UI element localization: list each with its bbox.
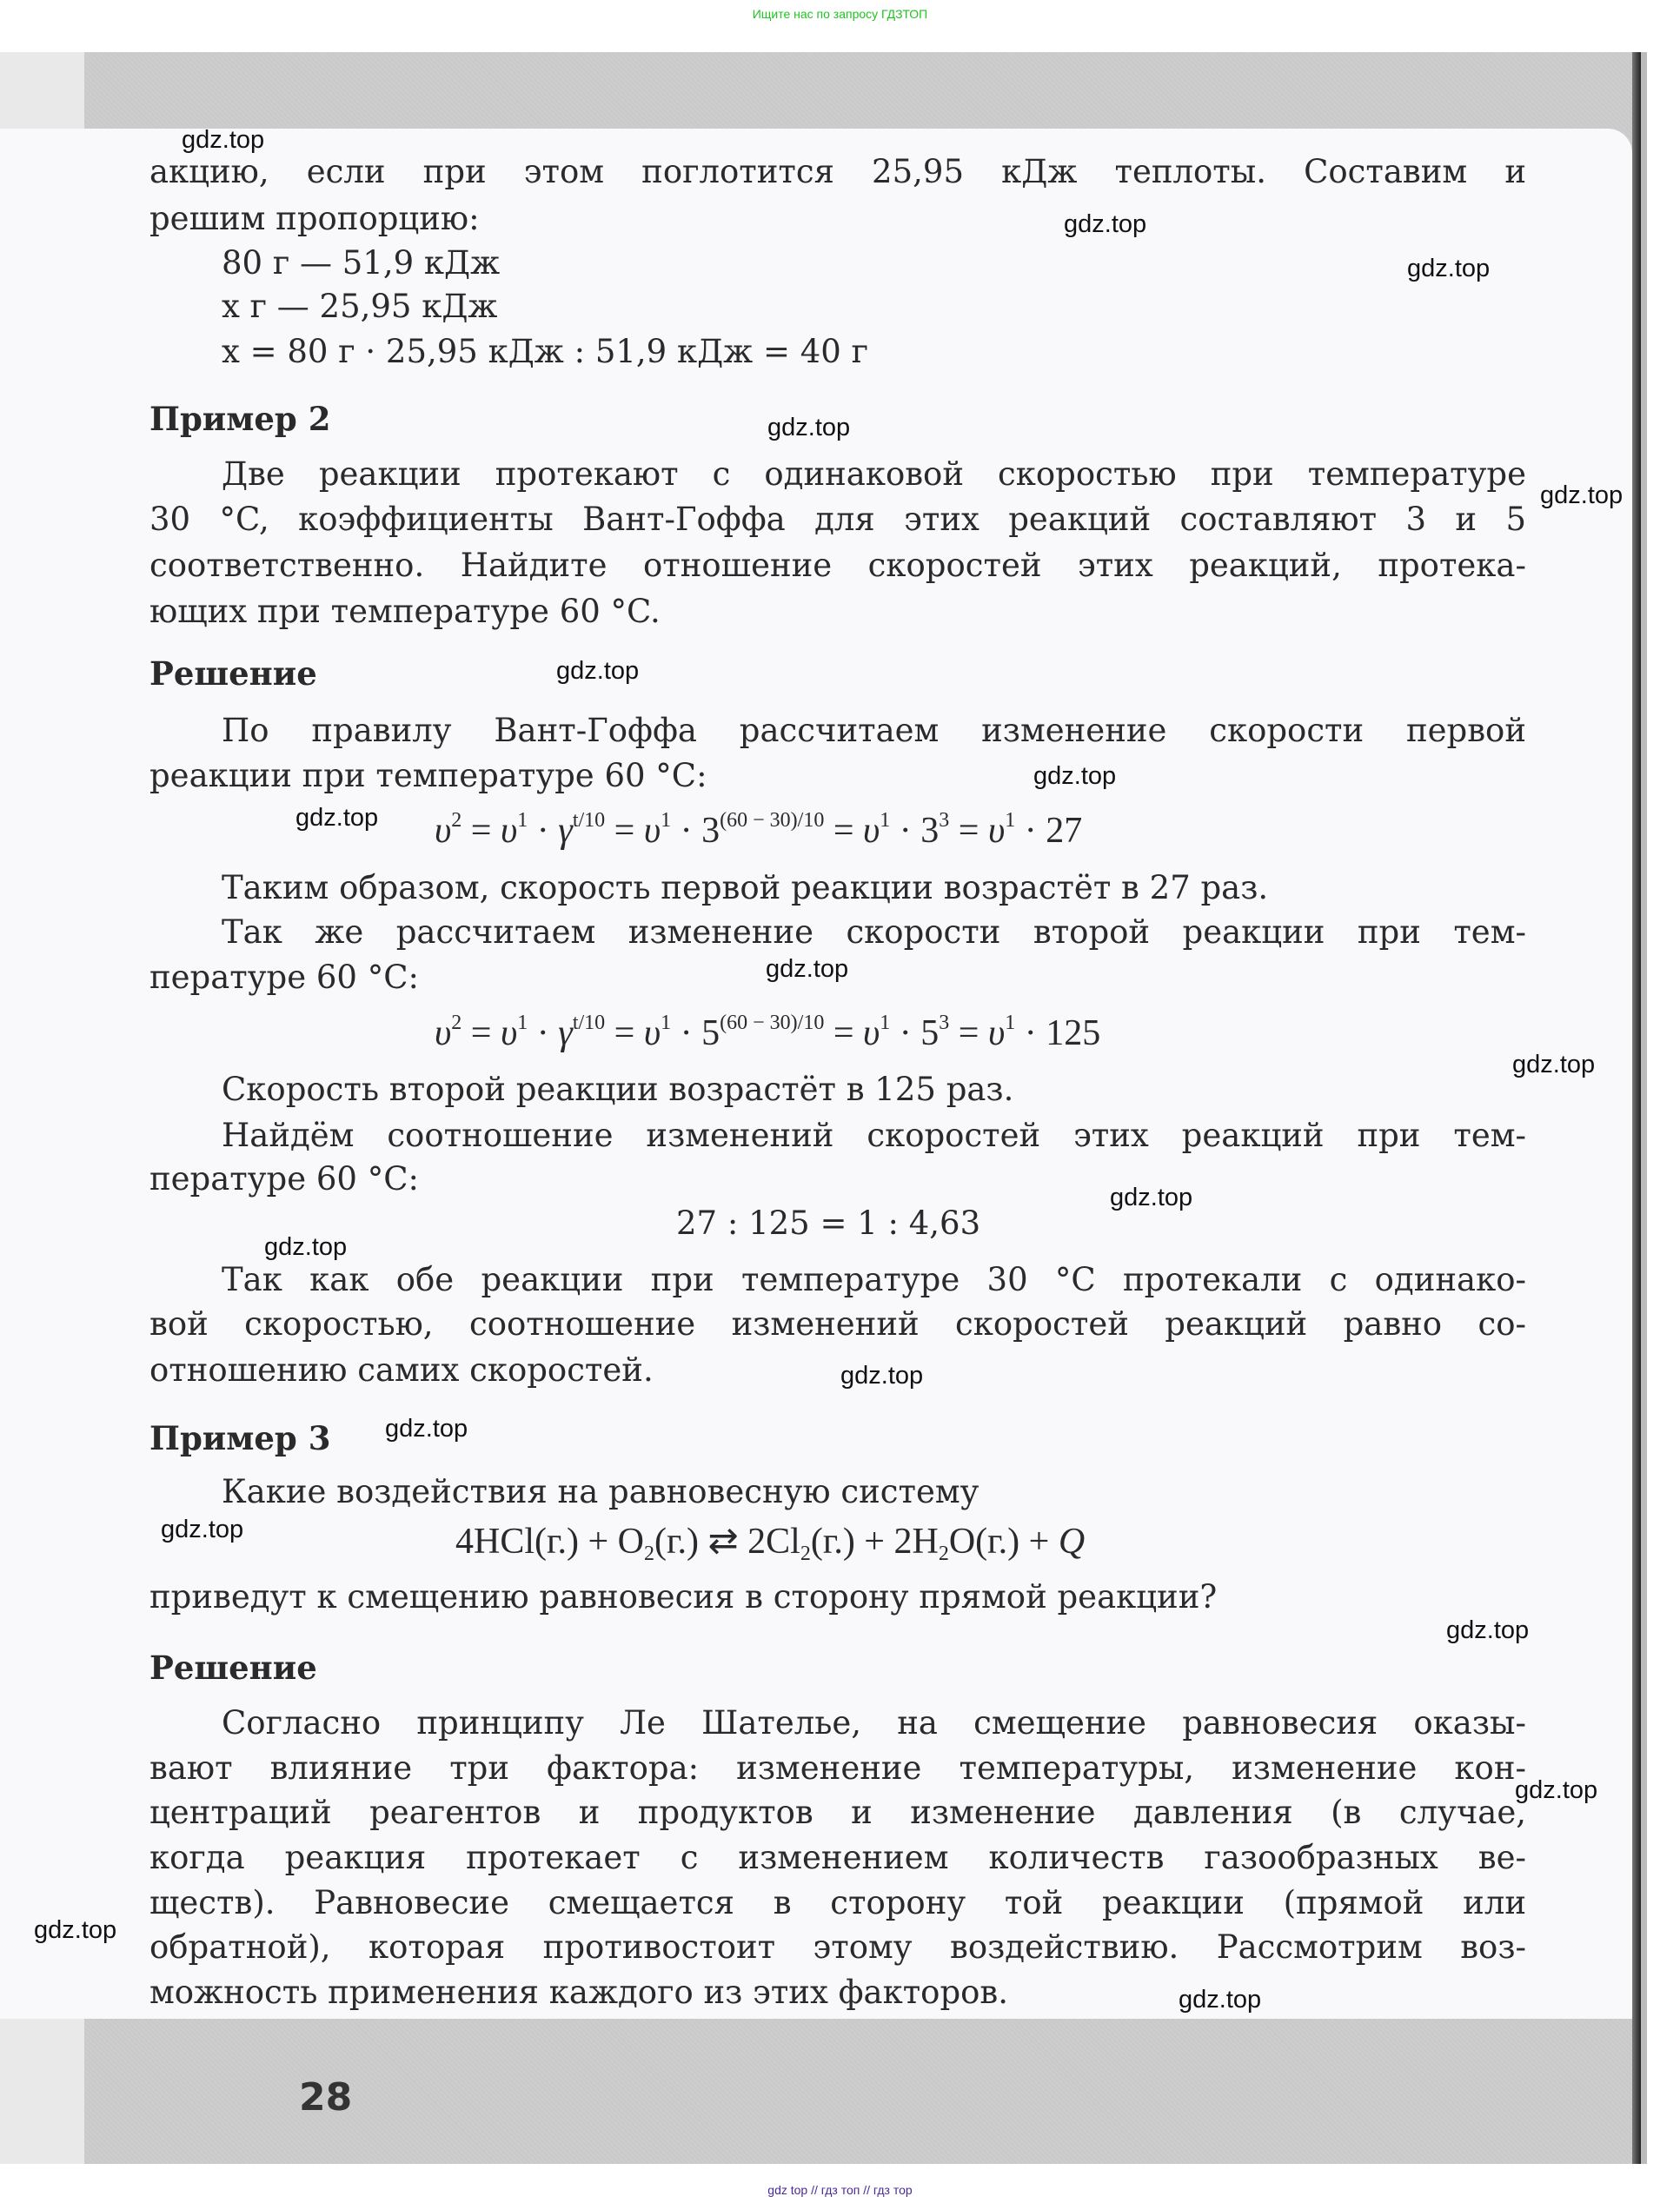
formula-superscript: 1 bbox=[880, 1012, 891, 1034]
formula-subscript: 2 bbox=[800, 1543, 811, 1565]
proportion-line: 80 г — 51,9 кДж bbox=[222, 244, 501, 282]
watermark: gdz.top bbox=[385, 1415, 468, 1443]
formula-term: (г.) ⇄ 2Cl bbox=[654, 1522, 800, 1562]
watermark: gdz.top bbox=[556, 657, 640, 685]
formula-term: · 3 bbox=[671, 811, 720, 851]
formula-term: υ bbox=[863, 811, 880, 851]
formula-term: υ bbox=[643, 811, 661, 851]
formula-term: = bbox=[824, 811, 863, 851]
example-heading: Пример 3 bbox=[149, 1419, 331, 1457]
formula-superscript: 3 bbox=[939, 809, 950, 832]
text-line: Скорость второй реакции возрастёт в 125 раз. bbox=[222, 1071, 1014, 1108]
page-number: 28 bbox=[299, 2075, 353, 2120]
formula-superscript: t/10 bbox=[572, 1012, 606, 1034]
formula-subscript: 2 bbox=[644, 1543, 654, 1565]
formula-term: = bbox=[605, 811, 644, 851]
text-line: По правилу Вант-Гоффа рассчитаем изменение скорости первой bbox=[222, 712, 1526, 749]
text-line: пературе 60 °C: bbox=[149, 959, 420, 996]
formula-term: υ bbox=[987, 1013, 1006, 1053]
text-line: центраций реагентов и продуктов и изменение давления (в случае, bbox=[149, 1794, 1526, 1831]
text-line: соответственно. Найдите отношение скоростей этих реакций, протека- bbox=[149, 547, 1526, 584]
formula-superscript: 1 bbox=[661, 1012, 672, 1034]
formula-term: · bbox=[528, 1013, 559, 1053]
example-heading: Пример 2 bbox=[149, 400, 331, 438]
text-line: когда реакция протекает с изменением количеств газообразных ве- bbox=[149, 1839, 1526, 1876]
watermark: gdz.top bbox=[840, 1362, 924, 1390]
formula-term: υ bbox=[500, 1013, 518, 1053]
formula-rate-2 bbox=[435, 1011, 1100, 1056]
formula-superscript: 2 bbox=[451, 809, 462, 832]
formula-superscript: 1 bbox=[880, 809, 891, 832]
formula-subscript: 2 bbox=[938, 1543, 949, 1565]
formula-term: γ bbox=[558, 811, 573, 851]
formula-rate-1 bbox=[435, 808, 1082, 853]
solution-heading: Решение bbox=[149, 1649, 317, 1687]
text-line: реакции при температуре 60 °C: bbox=[149, 757, 707, 794]
formula-term: · 125 bbox=[1015, 1013, 1101, 1053]
watermark: gdz.top bbox=[1540, 481, 1624, 509]
watermark: gdz.top bbox=[1064, 210, 1147, 238]
text-line: вой скоростью, соотношение изменений скоростей реакций равно со- bbox=[149, 1305, 1526, 1343]
formula-term: · 5 bbox=[890, 1013, 940, 1053]
formula-term: 4HCl(г.) + O bbox=[455, 1522, 644, 1562]
proportion-line: x г — 25,95 кДж bbox=[222, 288, 498, 325]
formula-superscript: 2 bbox=[451, 1012, 462, 1034]
text-line: акцию, если при этом поглотится 25,95 кДж теплоты. Составим и bbox=[149, 153, 1526, 190]
top-banner: Ищите нас по запросу ГДЗТОП bbox=[752, 7, 928, 21]
text-line: Найдём соотношение изменений скоростей этих реакций при тем- bbox=[222, 1117, 1526, 1154]
formula-term: Q bbox=[1058, 1522, 1086, 1562]
text-line: решим пропорцию: bbox=[149, 200, 480, 237]
text-line: ществ). Равновесие смещается в сторону той реакции (прямой или bbox=[149, 1884, 1526, 1921]
formula-term: υ bbox=[500, 811, 518, 851]
formula-term: (г.) + 2H bbox=[810, 1522, 939, 1562]
watermark: gdz.top bbox=[1179, 1986, 1262, 2014]
formula-term: = bbox=[949, 811, 988, 851]
formula-superscript: 1 bbox=[1005, 1012, 1016, 1034]
page-edge-light bbox=[1641, 52, 1647, 2164]
text-line: обратной), которая противостоит этому воздействию. Рассмотрим воз- bbox=[149, 1928, 1526, 1966]
text-line: Так как обе реакции при температуре 30 °C протекали с одинако- bbox=[222, 1261, 1526, 1298]
watermark: gdz.top bbox=[1446, 1616, 1530, 1644]
proportion-result: x = 80 г · 25,95 кДж : 51,9 кДж = 40 г bbox=[222, 333, 868, 370]
formula-superscript: 1 bbox=[661, 809, 672, 832]
formula-term: υ bbox=[863, 1013, 880, 1053]
ratio-formula: 27 : 125 = 1 : 4,63 bbox=[676, 1204, 981, 1242]
formula-term: = bbox=[462, 811, 501, 851]
formula-term: = bbox=[824, 1013, 863, 1053]
formula-superscript: t/10 bbox=[572, 809, 606, 832]
formula-superscript: 1 bbox=[517, 809, 528, 832]
formula-term: · 27 bbox=[1015, 811, 1083, 851]
equilibrium-equation bbox=[455, 1519, 1085, 1564]
text-line: Так же рассчитаем изменение скорости второй реакции при тем- bbox=[222, 913, 1526, 951]
formula-term: O(г.) + bbox=[948, 1522, 1059, 1562]
formula-term: · bbox=[528, 811, 559, 851]
text-line: Таким образом, скорость первой реакции возрастёт в 27 раз. bbox=[222, 869, 1269, 906]
text-line: вают влияние три фактора: изменение температуры, изменение кон- bbox=[149, 1749, 1526, 1787]
watermark: gdz.top bbox=[1110, 1184, 1193, 1211]
formula-superscript: 1 bbox=[1005, 809, 1016, 832]
formula-term: · 5 bbox=[671, 1013, 720, 1053]
text-line: отношению самих скоростей. bbox=[149, 1351, 654, 1389]
formula-term: υ bbox=[435, 811, 452, 851]
watermark: gdz.top bbox=[34, 1916, 117, 1944]
formula-superscript: 1 bbox=[517, 1012, 528, 1034]
watermark: gdz.top bbox=[767, 414, 851, 441]
formula-term: = bbox=[462, 1013, 501, 1053]
formula-term: = bbox=[605, 1013, 644, 1053]
watermark: gdz.top bbox=[182, 126, 265, 154]
text-line: 30 °C, коэффициенты Вант-Гоффа для этих реакций составляют 3 и 5 bbox=[149, 501, 1526, 538]
formula-term: υ bbox=[987, 811, 1006, 851]
text-line: Согласно принципу Ле Шателье, на смещение равновесия оказы- bbox=[222, 1704, 1526, 1742]
watermark: gdz.top bbox=[264, 1233, 348, 1261]
watermark: gdz.top bbox=[1515, 1776, 1598, 1804]
page-edge bbox=[1632, 52, 1641, 2164]
watermark: gdz.top bbox=[295, 804, 379, 832]
watermark: gdz.top bbox=[766, 955, 849, 983]
formula-term: υ bbox=[643, 1013, 661, 1053]
watermark: gdz.top bbox=[1407, 255, 1491, 282]
text-line: ющих при температуре 60 °C. bbox=[149, 593, 661, 630]
text-line: Какие воздействия на равновесную систему bbox=[222, 1473, 979, 1510]
formula-term: υ bbox=[435, 1013, 452, 1053]
formula-superscript: 3 bbox=[939, 1012, 950, 1034]
formula-term: · 3 bbox=[890, 811, 940, 851]
formula-term: γ bbox=[558, 1013, 573, 1053]
watermark: gdz.top bbox=[1033, 762, 1117, 790]
text-line: Две реакции протекают с одинаковой скоростью при температуре bbox=[222, 455, 1526, 493]
formula-superscript: (60 − 30)/10 bbox=[720, 1012, 825, 1034]
formula-term: = bbox=[949, 1013, 988, 1053]
bottom-banner: gdz top // гдз топ // гдз тор bbox=[767, 2183, 913, 2197]
text-line: приведут к смещению равновесия в сторону прямой реакции? bbox=[149, 1578, 1218, 1616]
text-line: пературе 60 °C: bbox=[149, 1160, 420, 1198]
watermark: gdz.top bbox=[161, 1516, 244, 1543]
formula-superscript: (60 − 30)/10 bbox=[720, 809, 825, 832]
text-line: можность применения каждого из этих факторов. bbox=[149, 1974, 1009, 2011]
solution-heading: Решение bbox=[149, 654, 317, 693]
watermark: gdz.top bbox=[1512, 1051, 1596, 1078]
